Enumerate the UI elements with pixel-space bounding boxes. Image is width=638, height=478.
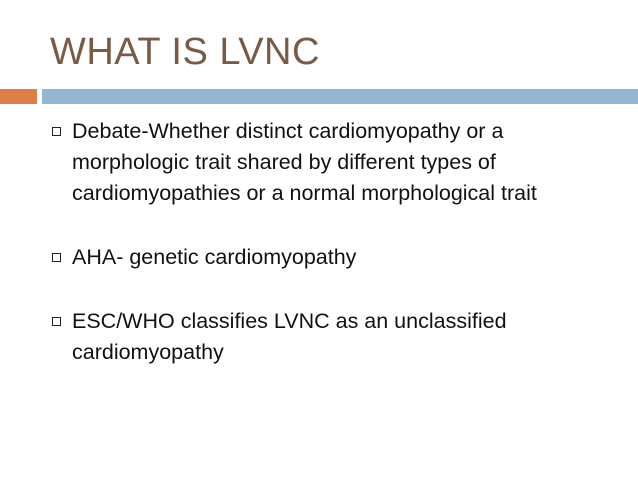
bullet-text: AHA- genetic cardiomyopathy: [72, 245, 357, 269]
square-bullet-icon: [52, 253, 61, 262]
bullet-item-esc-who: [48, 306, 608, 368]
square-bullet-icon: [52, 317, 61, 326]
square-bullet-icon: [52, 127, 61, 136]
bullet-item-aha: [48, 242, 608, 273]
title-accent-bar-blue: [42, 89, 638, 104]
bullet-item-debate: [48, 116, 608, 209]
bullet-list: [48, 116, 608, 368]
bullet-text: ESC/WHO classifies LVNC as an unclassified cardiomyopathy: [72, 309, 507, 364]
title-accent-bar-orange: [0, 89, 37, 104]
slide-title: WHAT IS LVNC: [50, 31, 320, 73]
bullet-text: Debate-Whether distinct cardiomyopathy or a morphologic trait shared by different types of cardiomyopathies or a normal morphological trait: [72, 119, 537, 205]
